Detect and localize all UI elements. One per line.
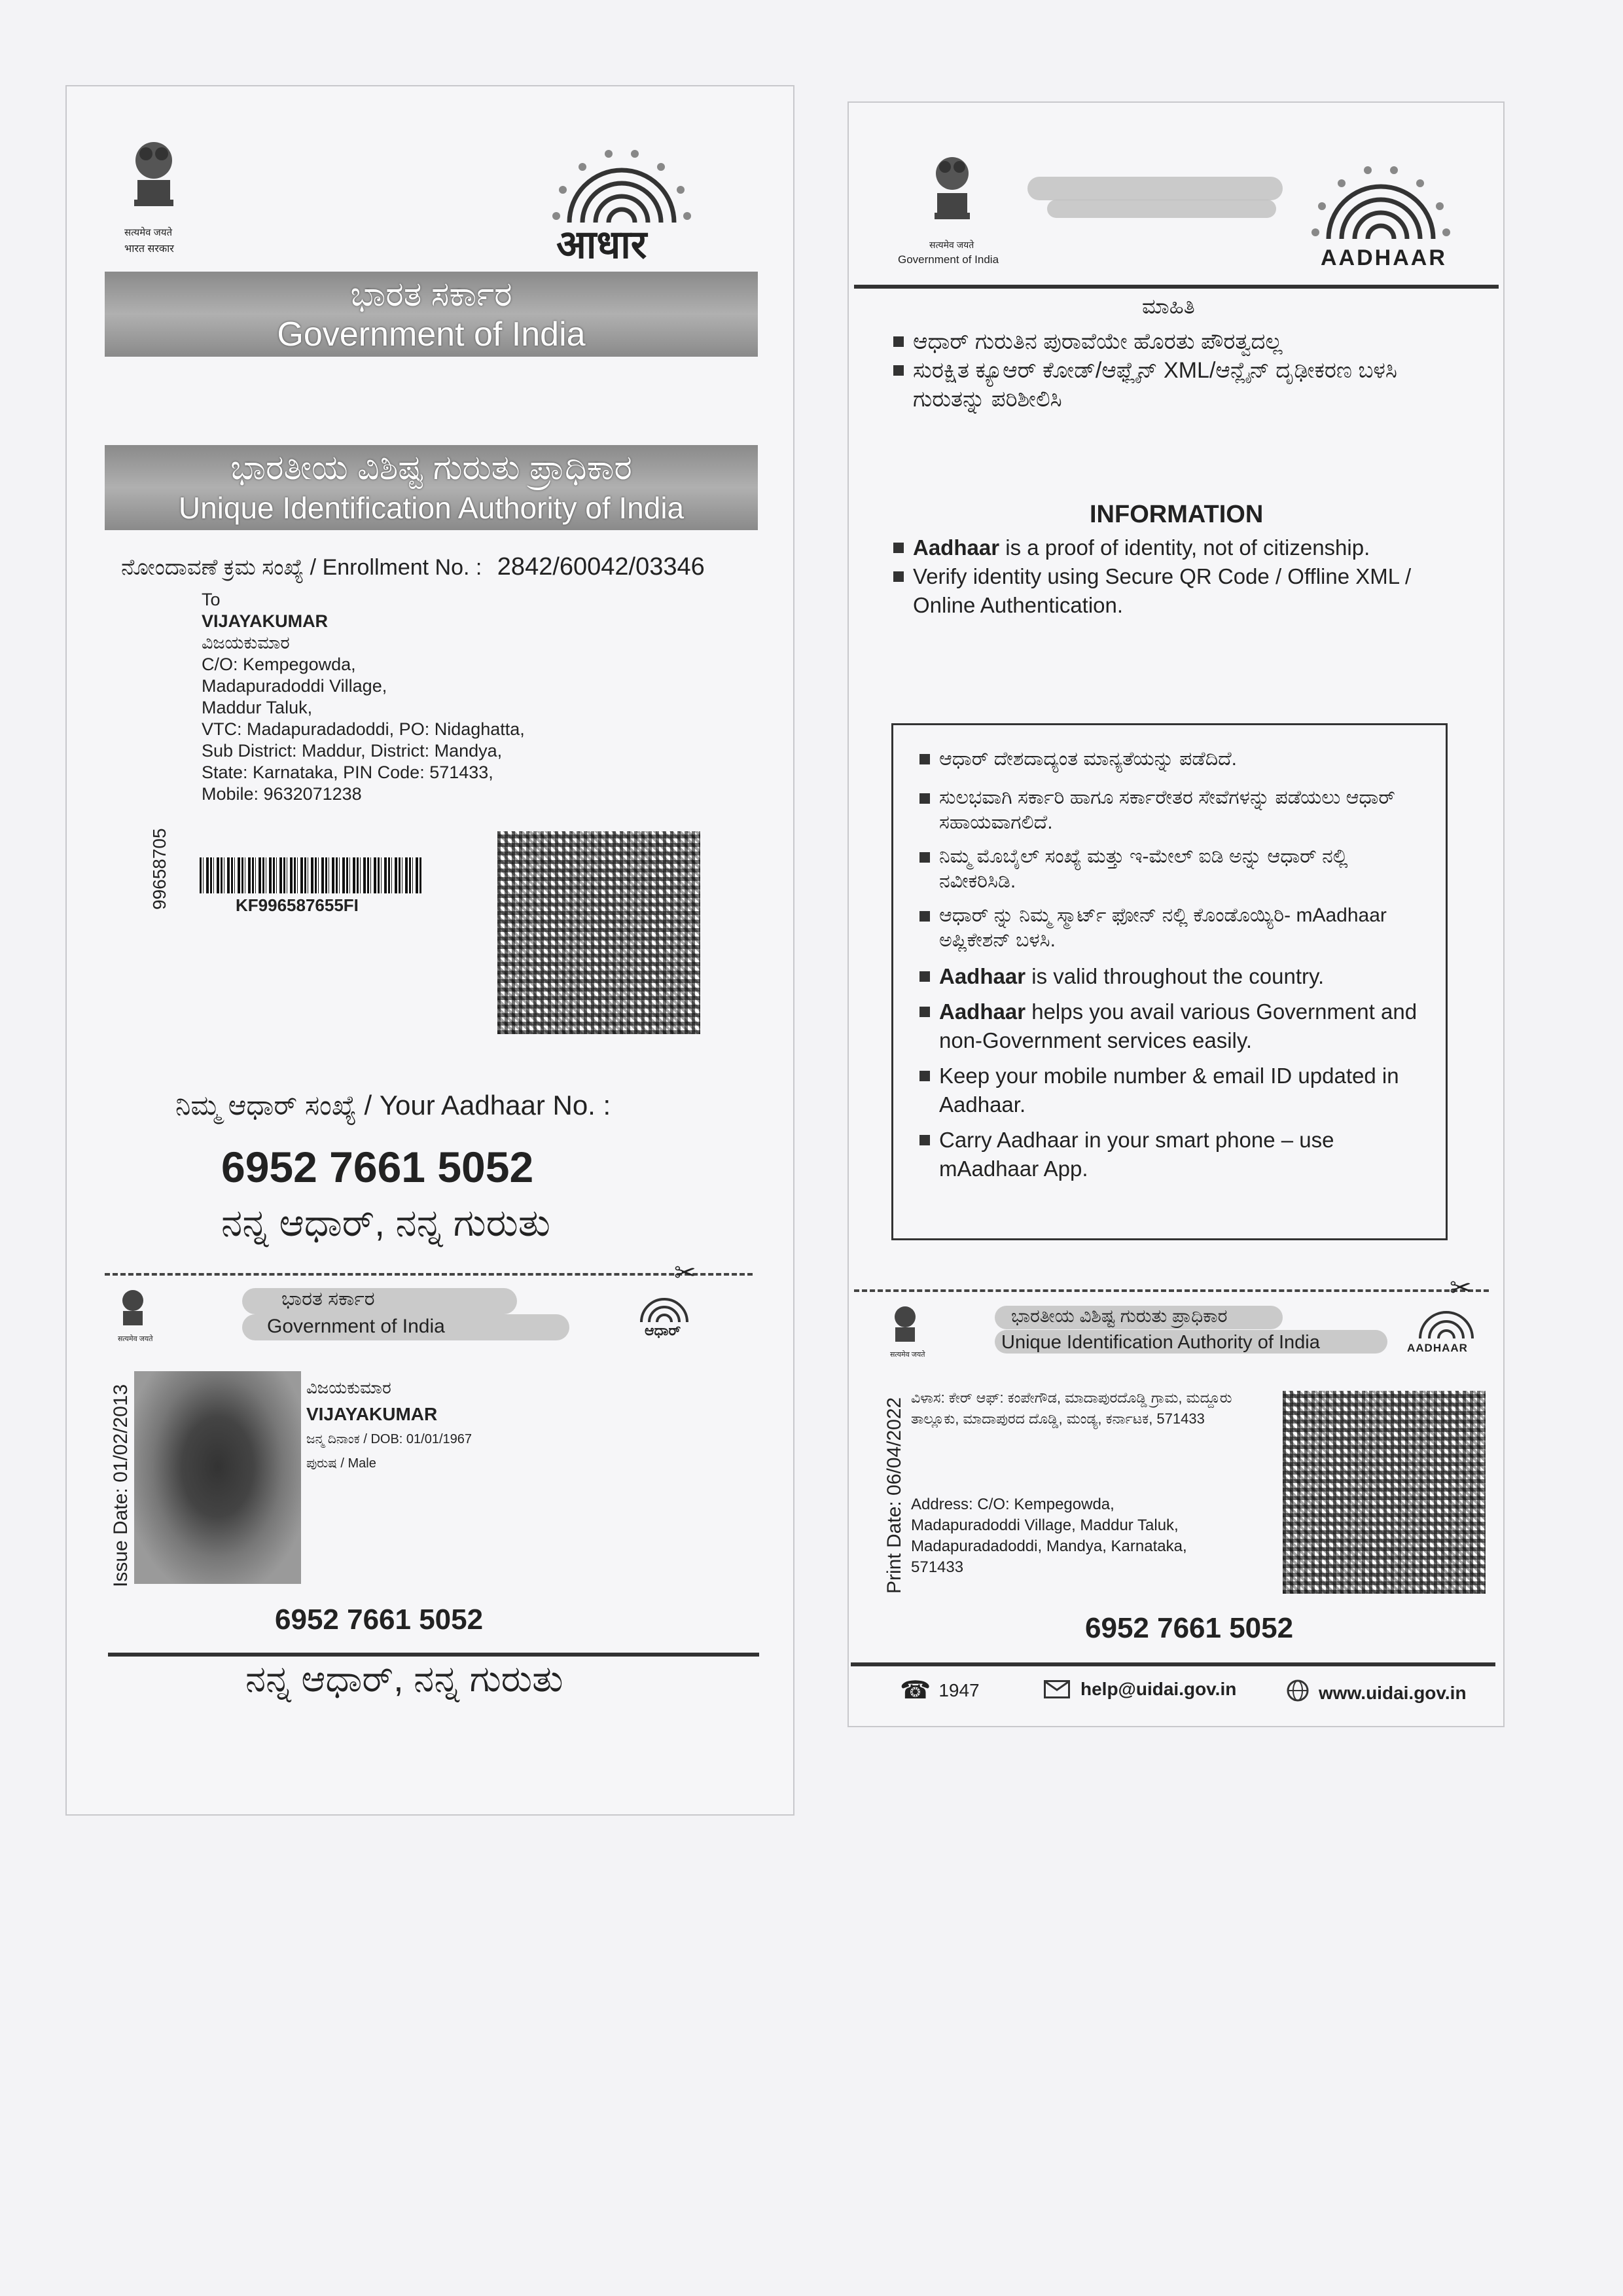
info-kn-item: ಆಧಾರ್ ಗುರುತಿನ ಪುರಾವೆಯೇ ಹೊರತು ಪೌರತ್ವದಲ್ಲ bbox=[893, 327, 1469, 356]
issue-date: Issue Date: 01/02/2013 bbox=[110, 1384, 132, 1587]
address-line: State: Karnataka, PIN Code: 571433, bbox=[202, 762, 493, 782]
address-line: To bbox=[202, 590, 221, 609]
card-emblem-caption: सत्यमेव जयते bbox=[118, 1335, 153, 1343]
info-en-title: INFORMATION bbox=[1090, 501, 1264, 528]
bullet-icon bbox=[893, 336, 904, 347]
bullet-icon bbox=[919, 754, 930, 764]
bullet-icon bbox=[919, 793, 930, 804]
right-scissors-icon: ✂ bbox=[1450, 1274, 1472, 1302]
aadhaar-logo-text: आधार bbox=[556, 223, 647, 266]
enrollment-row bbox=[121, 553, 705, 581]
address-name: VIJAYAKUMAR bbox=[202, 611, 329, 631]
footer-email bbox=[1044, 1679, 1236, 1700]
info-kn-item: ಸುರಕ್ಷಿತ ಕ್ಯೂಆರ್ ಕೋಡ್/ಆಫ್ಲೈನ್ XML/ಆನ್ಲೈನ್ ದೃಢೀಕರಣ ಬಳಸಿ ಗುರುತನ್ನು ಪರಿಶೀಲಿಸಿ bbox=[893, 356, 1469, 414]
card-emblem-icon bbox=[118, 1286, 148, 1332]
card-number: 6952 7661 5052 bbox=[275, 1604, 484, 1636]
scissors-icon: ✂ bbox=[674, 1259, 696, 1287]
emblem-caption-gov: भारत सरकार bbox=[124, 243, 174, 255]
card-name-kn: ವಿಜಯಕುಮಾರ bbox=[306, 1378, 391, 1397]
right-national-emblem-icon bbox=[929, 147, 975, 226]
footer-web-text[interactable]: www.uidai.gov.in bbox=[1319, 1682, 1467, 1703]
right-card-number: 6952 7661 5052 bbox=[1085, 1612, 1294, 1644]
holder-photo bbox=[134, 1371, 301, 1584]
qr-code bbox=[497, 831, 700, 1034]
gov-banner bbox=[105, 272, 758, 357]
info-en-item: Verify identity using Secure QR Code / Offline XML / Online Authentication. bbox=[893, 562, 1450, 620]
bullet-icon bbox=[919, 852, 930, 863]
bullet-icon bbox=[919, 1135, 930, 1145]
box-item: Aadhaar is valid throughout the country. bbox=[919, 962, 1419, 991]
card-gender: ಪುರುಷ / Male bbox=[306, 1456, 376, 1471]
right-emblem-caption-gov: Government of India bbox=[898, 253, 999, 266]
card-name-en: VIJAYAKUMAR bbox=[306, 1404, 438, 1424]
address-line: VTC: Madapuradadoddi, PO: Nidaghatta, bbox=[202, 719, 525, 739]
bullet-icon bbox=[919, 911, 930, 922]
right-card-address-kn: ವಿಳಾಸ: ಕೇರ್ ಆಫ್: ಕಂಪೇಗೌಡ, ಮಾದಾಪುರದೊಡ್ಡಿ ಗ್ರಾಮ, ಮದ್ದೂರು ತಾಲ್ಲೂಕು, ಮಾದಾಪುರದ ದೊಡ್ಡಿ, ಮಂಡ್ಯ, ಕರ್ನಾಟಕ, 571433 bbox=[911, 1390, 1232, 1427]
address-line: ವಿಜಯಕುಮಾರ bbox=[202, 633, 290, 653]
footer-phone-text: 1947 bbox=[938, 1679, 980, 1700]
right-aadhaar-fingerprint-logo-icon bbox=[1302, 147, 1459, 245]
barcode-text: KF996587655FI bbox=[236, 895, 359, 915]
right-logo-text: AADHAAR bbox=[1321, 245, 1447, 270]
right-header-rule bbox=[854, 285, 1499, 289]
side-number: 99658705 bbox=[149, 828, 169, 910]
national-emblem-icon bbox=[128, 134, 180, 213]
gov-banner-kn: ಭಾರತ ಸರ್ಕಾರ bbox=[350, 276, 512, 314]
bullet-icon bbox=[893, 571, 904, 582]
info-en-list bbox=[893, 533, 1450, 620]
card-tagline: ನನ್ನ ಆಧಾರ್, ನನ್ನ ಗುರುತು bbox=[245, 1658, 563, 1699]
right-card-uidai-en: Unique Identification Authority of India bbox=[1001, 1332, 1320, 1353]
uidai-banner bbox=[105, 445, 758, 530]
barcode bbox=[200, 857, 422, 893]
redaction-smudge bbox=[1047, 200, 1276, 218]
uidai-banner-kn: ಭಾರತೀಯ ವಿಶಿಷ್ಟ ಗುರುತು ಪ್ರಾಧಿಕಾರ bbox=[230, 449, 632, 487]
info-box bbox=[891, 723, 1448, 1240]
right-card-uidai-kn: ಭಾರತೀಯ ವಿಶಿಷ್ಟ ಗುರುತು ಪ್ರಾಧಿಕಾರ bbox=[1011, 1306, 1228, 1326]
address-line: C/O: Kempegowda, bbox=[202, 655, 356, 674]
bullet-icon bbox=[919, 971, 930, 982]
right-card-logo-text: AADHAAR bbox=[1407, 1342, 1468, 1354]
redaction-smudge bbox=[1027, 177, 1283, 200]
bullet-icon bbox=[893, 543, 904, 553]
uidai-banner-en: Unique Identification Authority of India bbox=[178, 491, 685, 525]
bullet-icon bbox=[893, 365, 904, 376]
box-item: ಸುಲಭವಾಗಿ ಸರ್ಕಾರಿ ಹಾಗೂ ಸರ್ಕಾರೇತರ ಸೇವೆಗಳನ್ನು ಪಡೆಯಲು ಆಧಾರ್ ಸಹಾಯವಾಗಲಿದೆ. bbox=[919, 785, 1419, 835]
address-line: Sub District: Maddur, District: Mandya, bbox=[202, 741, 503, 761]
right-cut-line bbox=[854, 1289, 1489, 1292]
card-aadhaar-logo-icon bbox=[628, 1286, 700, 1325]
aadhaar-number: 6952 7661 5052 bbox=[221, 1143, 534, 1191]
footer-web bbox=[1286, 1679, 1467, 1707]
right-card-rule bbox=[851, 1662, 1495, 1666]
bullet-icon bbox=[919, 1071, 930, 1081]
info-kn-title: ಮಾಹಿತಿ bbox=[1142, 295, 1195, 318]
card-gov-en: Government of India bbox=[267, 1316, 445, 1337]
footer-phone bbox=[900, 1676, 980, 1705]
enrollment-number: 2842/60042/03346 bbox=[497, 553, 705, 581]
tagline: ನನ್ನ ಆಧಾರ್, ನನ್ನ ಗುರುತು bbox=[221, 1202, 550, 1244]
phone-icon: ☎ bbox=[900, 1677, 931, 1704]
enrollment-label: ನೋಂದಾವಣೆ ಕ್ರಮ ಸಂಖ್ಯೆ / Enrollment No. : bbox=[121, 555, 482, 580]
card-gov-kn: ಭಾರತ ಸರ್ಕಾರ bbox=[281, 1288, 375, 1310]
card-dob: ಜನ್ಮ ದಿನಾಂಕ / DOB: 01/01/1967 bbox=[306, 1432, 473, 1446]
box-item: ನಿಮ್ಮ ಮೊಬೈಲ್ ಸಂಖ್ಯೆ ಮತ್ತು ಇ-ಮೇಲ್ ಐಡಿ ಅನ್ನು ಆಧಾರ್ ನಲ್ಲಿ ನವೀಕರಿಸಿಡಿ. bbox=[919, 844, 1419, 894]
box-item: Aadhaar helps you avail various Government and non-Government services easily. bbox=[919, 997, 1419, 1055]
box-item: Carry Aadhaar in your smart phone – use mAadhaar App. bbox=[919, 1126, 1419, 1183]
card-logo-text: ಆಧಾರ್ bbox=[645, 1322, 681, 1338]
right-card-emblem-icon bbox=[890, 1302, 920, 1348]
footer-email-text[interactable]: help@uidai.gov.in bbox=[1080, 1679, 1237, 1699]
emblem-caption: सत्यमेव जयते bbox=[124, 227, 173, 238]
email-icon bbox=[1044, 1680, 1070, 1698]
address-line: Maddur Taluk, bbox=[202, 698, 313, 717]
address-block bbox=[202, 589, 594, 805]
info-kn-list bbox=[893, 327, 1469, 414]
box-item: Keep your mobile number & email ID updated in Aadhaar. bbox=[919, 1062, 1419, 1119]
your-aadhaar-label: ನಿಮ್ಮ ಆಧಾರ್ ಸಂಖ್ಯೆ / Your Aadhaar No. : bbox=[175, 1090, 611, 1121]
gov-banner-en: Government of India bbox=[277, 315, 586, 353]
right-card-aadhaar-logo-icon bbox=[1407, 1302, 1486, 1342]
right-card-address-en: Address: C/O: Kempegowda, Madapuradoddi Village, Maddur Taluk, Madapuradadoddi, Mandya, Karnataka, 571433 bbox=[911, 1496, 1187, 1576]
right-emblem-caption: सत्यमेव जयते bbox=[929, 240, 974, 250]
address-mobile: Mobile: 9632071238 bbox=[202, 784, 362, 804]
right-qr-code bbox=[1283, 1391, 1486, 1594]
card-rule bbox=[108, 1653, 759, 1657]
box-item: ಆಧಾರ್ ದೇಶದಾದ್ಯಂತ ಮಾನ್ಯತೆಯನ್ನು ಪಡೆದಿದೆ. bbox=[919, 745, 1419, 774]
bullet-icon bbox=[919, 1007, 930, 1017]
address-line: Madapuradoddi Village, bbox=[202, 676, 387, 696]
globe-icon bbox=[1286, 1679, 1310, 1707]
right-card-emblem-caption: सत्यमेव जयते bbox=[890, 1351, 925, 1359]
box-item: ಆಧಾರ್ ನ್ನು ನಿಮ್ಮ ಸ್ಮಾರ್ಟ್ ಫೋನ್ ನಲ್ಲಿ ಕೊಂಡೊಯ್ಯಿರಿ- mAadhaar ಅಪ್ಲಿಕೇಶನ್ ಬಳಸಿ. bbox=[919, 903, 1419, 953]
print-date: Print Date: 06/04/2022 bbox=[883, 1397, 905, 1594]
cut-line bbox=[105, 1273, 753, 1276]
info-en-item: Aadhaar is a proof of identity, not of citizenship. bbox=[893, 533, 1450, 562]
